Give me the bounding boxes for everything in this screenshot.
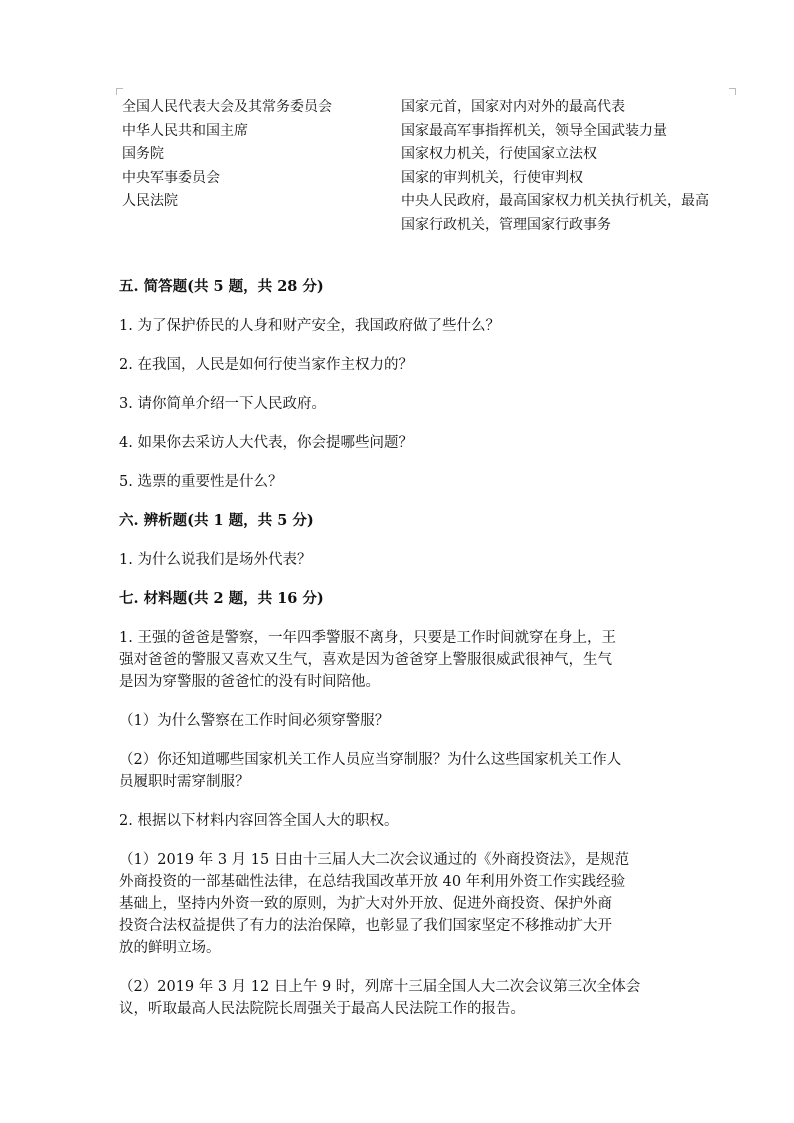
section-title: 五. 简答题(共 5 题，共 28 分) bbox=[119, 278, 324, 295]
corner-mark-top-right bbox=[729, 88, 736, 95]
question: 2. 在我国，人民是如何行使当家作主权力的？ bbox=[119, 357, 413, 373]
paragraph-line: 1. 王强的爸爸是警察，一年四季警服不离身，只要是工作时间就穿在身上，王 bbox=[119, 630, 616, 646]
matching-right-item: 国家行政机关，管理国家行政事务 bbox=[401, 216, 611, 233]
material-question-1 bbox=[119, 627, 679, 693]
paragraph-line: 议，听取最高人民法院院长周强关于最高人民法院工作的报告。 bbox=[119, 1001, 525, 1017]
material-question-2-title: 2. 根据以下材料内容回答全国人大的职权。 bbox=[119, 813, 399, 829]
section-title: 六. 辨析题(共 1 题，共 5 分) bbox=[119, 512, 314, 529]
sub-question: （1）为什么警察在工作时间必须穿警服？ bbox=[119, 713, 390, 729]
paragraph-line: 基础上，坚持内外资一致的原则，为扩大对外开放、促进外商投资、保护外商 bbox=[119, 896, 612, 912]
paragraph-line: 放的鲜明立场。 bbox=[119, 940, 221, 956]
paragraph-line: 是因为穿警服的爸爸忙的没有时间陪他。 bbox=[119, 674, 380, 690]
matching-right-column bbox=[401, 96, 736, 237]
matching-right-item: 国家的审判机关，行使审判权 bbox=[401, 169, 583, 186]
question: 5. 选票的重要性是什么？ bbox=[119, 474, 283, 490]
sub-question bbox=[119, 976, 679, 1020]
matching-left-item: 人民法院 bbox=[122, 193, 178, 209]
matching-right-item: 国家元首，国家对内对外的最高代表 bbox=[401, 99, 625, 115]
question: 1. 为什么说我们是场外代表？ bbox=[119, 552, 312, 568]
paragraph-line: 投资合法权益提供了有力的法治保障，也彰显了我们国家坚定不移推动扩大开 bbox=[119, 918, 612, 934]
paragraph-line: 外商投资的一部基础性法律，在总结我国改革开放 40 年利用外资工作实践经验 bbox=[119, 874, 626, 890]
sub-question bbox=[119, 849, 679, 959]
matching-right-item: 国家最高军事指挥机关，领导全国武装力量 bbox=[401, 122, 667, 139]
section-title: 七. 材料题(共 2 题，共 16 分) bbox=[119, 590, 324, 607]
matching-left-item: 国务院 bbox=[122, 146, 164, 162]
matching-left-item: 中央军事委员会 bbox=[122, 169, 220, 186]
paragraph-line: （2）你还知道哪些国家机关工作人员应当穿制服？为什么这些国家机关工作人 bbox=[119, 752, 622, 768]
question: 4. 如果你去采访人大代表，你会提哪些问题？ bbox=[119, 435, 413, 451]
matching-right-item: 国家权力机关，行使国家立法权 bbox=[401, 146, 597, 162]
paragraph-line: （1）2019 年 3 月 15 日由十三届人大二次会议通过的《外商投资法》，是规范 bbox=[119, 852, 630, 868]
paragraph-line: 员履职时需穿制服？ bbox=[119, 774, 250, 790]
paragraph-line: 强对爸爸的警服又喜欢又生气，喜欢是因为爸爸穿上警服很威武很神气，生气 bbox=[119, 652, 612, 668]
corner-mark-top-left bbox=[116, 88, 123, 95]
matching-left-item: 全国人民代表大会及其常务委员会 bbox=[122, 99, 332, 115]
paragraph-line: （2）2019 年 3 月 12 日上午 9 时，列席十三届全国人大二次会议第三次全体会 bbox=[119, 979, 641, 995]
matching-left-item: 中华人民共和国主席 bbox=[122, 122, 248, 139]
matching-left-column bbox=[122, 96, 382, 214]
sub-question bbox=[119, 749, 679, 793]
question: 3. 请你简单介绍一下人民政府。 bbox=[119, 396, 326, 412]
questions-body bbox=[119, 276, 679, 1020]
matching-right-item: 中央人民政府，最高国家权力机关执行机关，最高 bbox=[401, 193, 709, 209]
question: 1. 为了保护侨民的人身和财产安全，我国政府做了些什么？ bbox=[119, 318, 500, 334]
